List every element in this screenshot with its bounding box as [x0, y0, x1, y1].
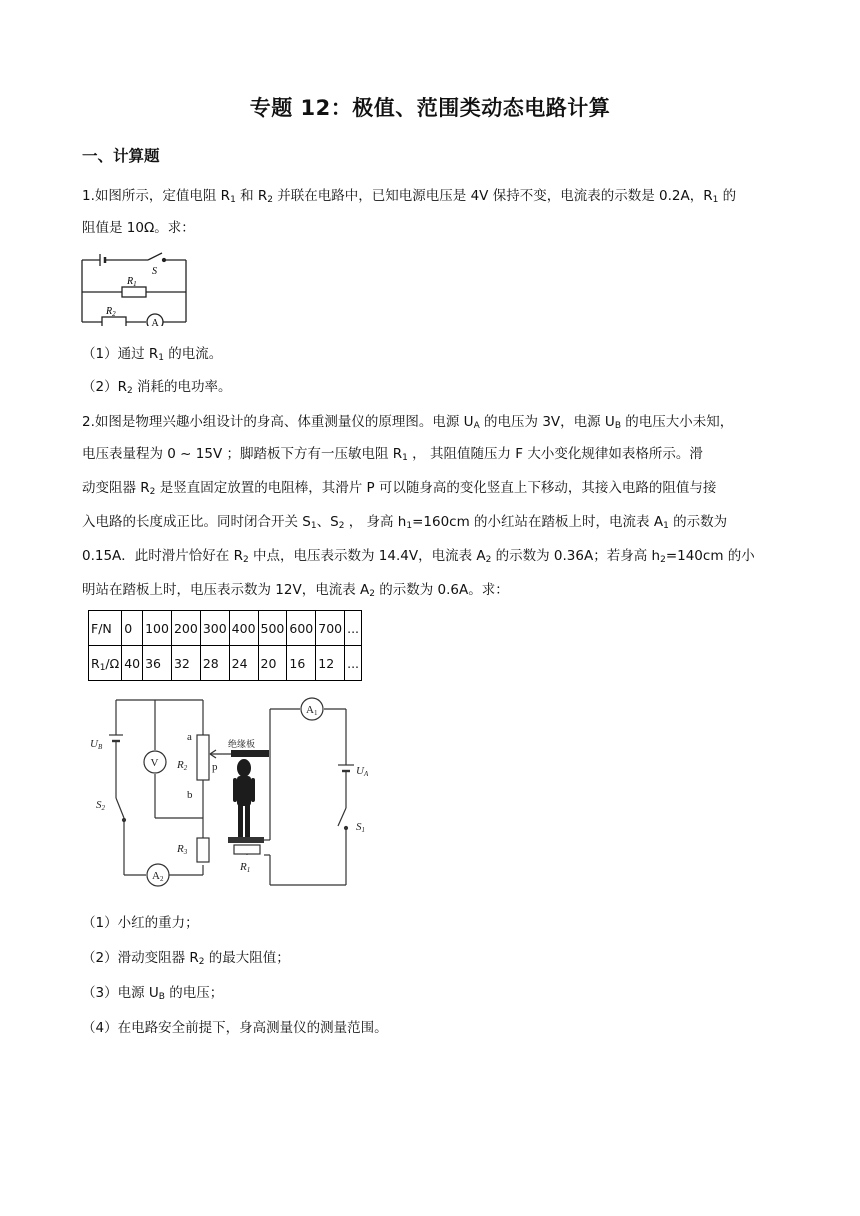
ammeter-a2-label: A2 — [152, 870, 164, 883]
q2-line5: 0.15A．此时滑片恰好在 $R_2$ 中点，电压表示数为 14.4V，电流表 $A_2$ 的示数为 0.36A；若身高 $h_2=140cm$ 的小 — [82, 548, 755, 565]
table-cell: 200 — [171, 611, 200, 646]
table-cell: 0 — [122, 611, 143, 646]
table-cell: F/N — [89, 611, 122, 646]
q2-sub4: （4）在电路安全前提下，身高测量仪的测量范围。 — [82, 1020, 388, 1036]
circuit-diagram-1 — [80, 250, 190, 326]
insulating-board-label: 绝缘板 — [228, 740, 256, 750]
table-cell: ... — [345, 646, 362, 681]
q1-sub2: $(2)R_2$ 消耗的电功率。 — [82, 379, 232, 396]
q2-line6: 明站在踏板上时，电压表示数为 12V，电流表 $A_2$ 的示数为 0.6A。求： — [82, 582, 509, 599]
circuit-diagram-2 — [88, 690, 368, 900]
q1-line2: 阻值是 10Ω。求： — [82, 220, 195, 236]
voltmeter-label: V — [150, 757, 159, 769]
table-row-force — [89, 611, 362, 646]
table-cell: 24 — [229, 646, 258, 681]
table-cell: 12 — [316, 646, 345, 681]
q2-line4: 入电路的长度成正比。同时闭合开关 $S_1$、$S_2$ ， 身高 $h_1=160cm$ 的小红站在踏板上时，电流表 $A_1$ 的示数为 — [82, 514, 728, 531]
q2-line2: 电压表量程为 0 ~ 15V ；脚踏板下方有一压敏电阻 $R_1$ ， 其阻值随压力 F 大小变化规律如表格所示。滑 — [82, 446, 703, 463]
table-cell: 500 — [258, 611, 287, 646]
table-cell: 20 — [258, 646, 287, 681]
table-cell: 100 — [143, 611, 172, 646]
switch-label: S — [152, 266, 157, 277]
table-cell: 40 — [122, 646, 143, 681]
terminal-b-label: b — [187, 789, 193, 801]
table-cell: 36 — [143, 646, 172, 681]
table-cell: 28 — [200, 646, 229, 681]
section-heading: 一、计算题 — [82, 147, 160, 165]
table-cell: 400 — [229, 611, 258, 646]
slider-p-label: p — [212, 761, 218, 773]
r1-label: R1 — [240, 861, 251, 874]
s1-label: S1 — [356, 821, 365, 834]
q2-sub1: （1）小红的重力； — [82, 915, 199, 931]
ammeter-a1-label: A1 — [306, 704, 318, 717]
page-title: 专题 12：极值、范围类动态电路计算 — [249, 96, 611, 120]
table-cell: 32 — [171, 646, 200, 681]
q2-sub3: （3）电源 $U_B$ 的电压； — [82, 985, 224, 1002]
q1-sub1: （1）通过 $R_1$ 的电流。 — [82, 346, 223, 363]
pressure-resistance-table — [88, 610, 362, 681]
s2-label: S2 — [96, 799, 105, 812]
person-figure — [233, 759, 255, 837]
table-row-resistance — [89, 646, 362, 681]
table-cell: 600 — [287, 611, 316, 646]
table-cell: $R_1/\Omega$ — [89, 646, 122, 681]
r3-label: R3 — [177, 843, 188, 856]
q2-line3: 动变阻器 $R_2$ 是竖直固定放置的电阻棒，其滑片 P 可以随身高的变化竖直上下移动，其接入电路的阻值与接 — [82, 480, 717, 497]
r1-label: $R_1$ — [127, 276, 137, 288]
table-cell: ... — [345, 611, 362, 646]
table-cell: 300 — [200, 611, 229, 646]
r2-label: R2 — [177, 759, 188, 772]
table-cell: 700 — [316, 611, 345, 646]
ua-label: UA — [356, 765, 368, 778]
q2-line1: 2.如图是物理兴趣小组设计的身高、体重测量仪的原理图。电源 $U_A$ 的电压为 3V，电源 $U_B$ 的电压大小未知， — [82, 414, 734, 431]
table-cell: 16 — [287, 646, 316, 681]
q2-sub2: （2）滑动变阻器 $R_2$ 的最大阻值； — [82, 950, 290, 967]
q1-line1: 1.如图所示，定值电阻 $R_1$ 和 $R_2$ 并联在电路中，已知电源电压是 4V 保持不变，电流表的示数是 0.2A，$R_1$ 的 — [82, 188, 737, 205]
ammeter-label: A — [151, 318, 159, 326]
r2-label: $R_2$ — [106, 306, 116, 318]
terminal-a-label: a — [187, 731, 192, 743]
ub-label: UB — [90, 738, 103, 751]
